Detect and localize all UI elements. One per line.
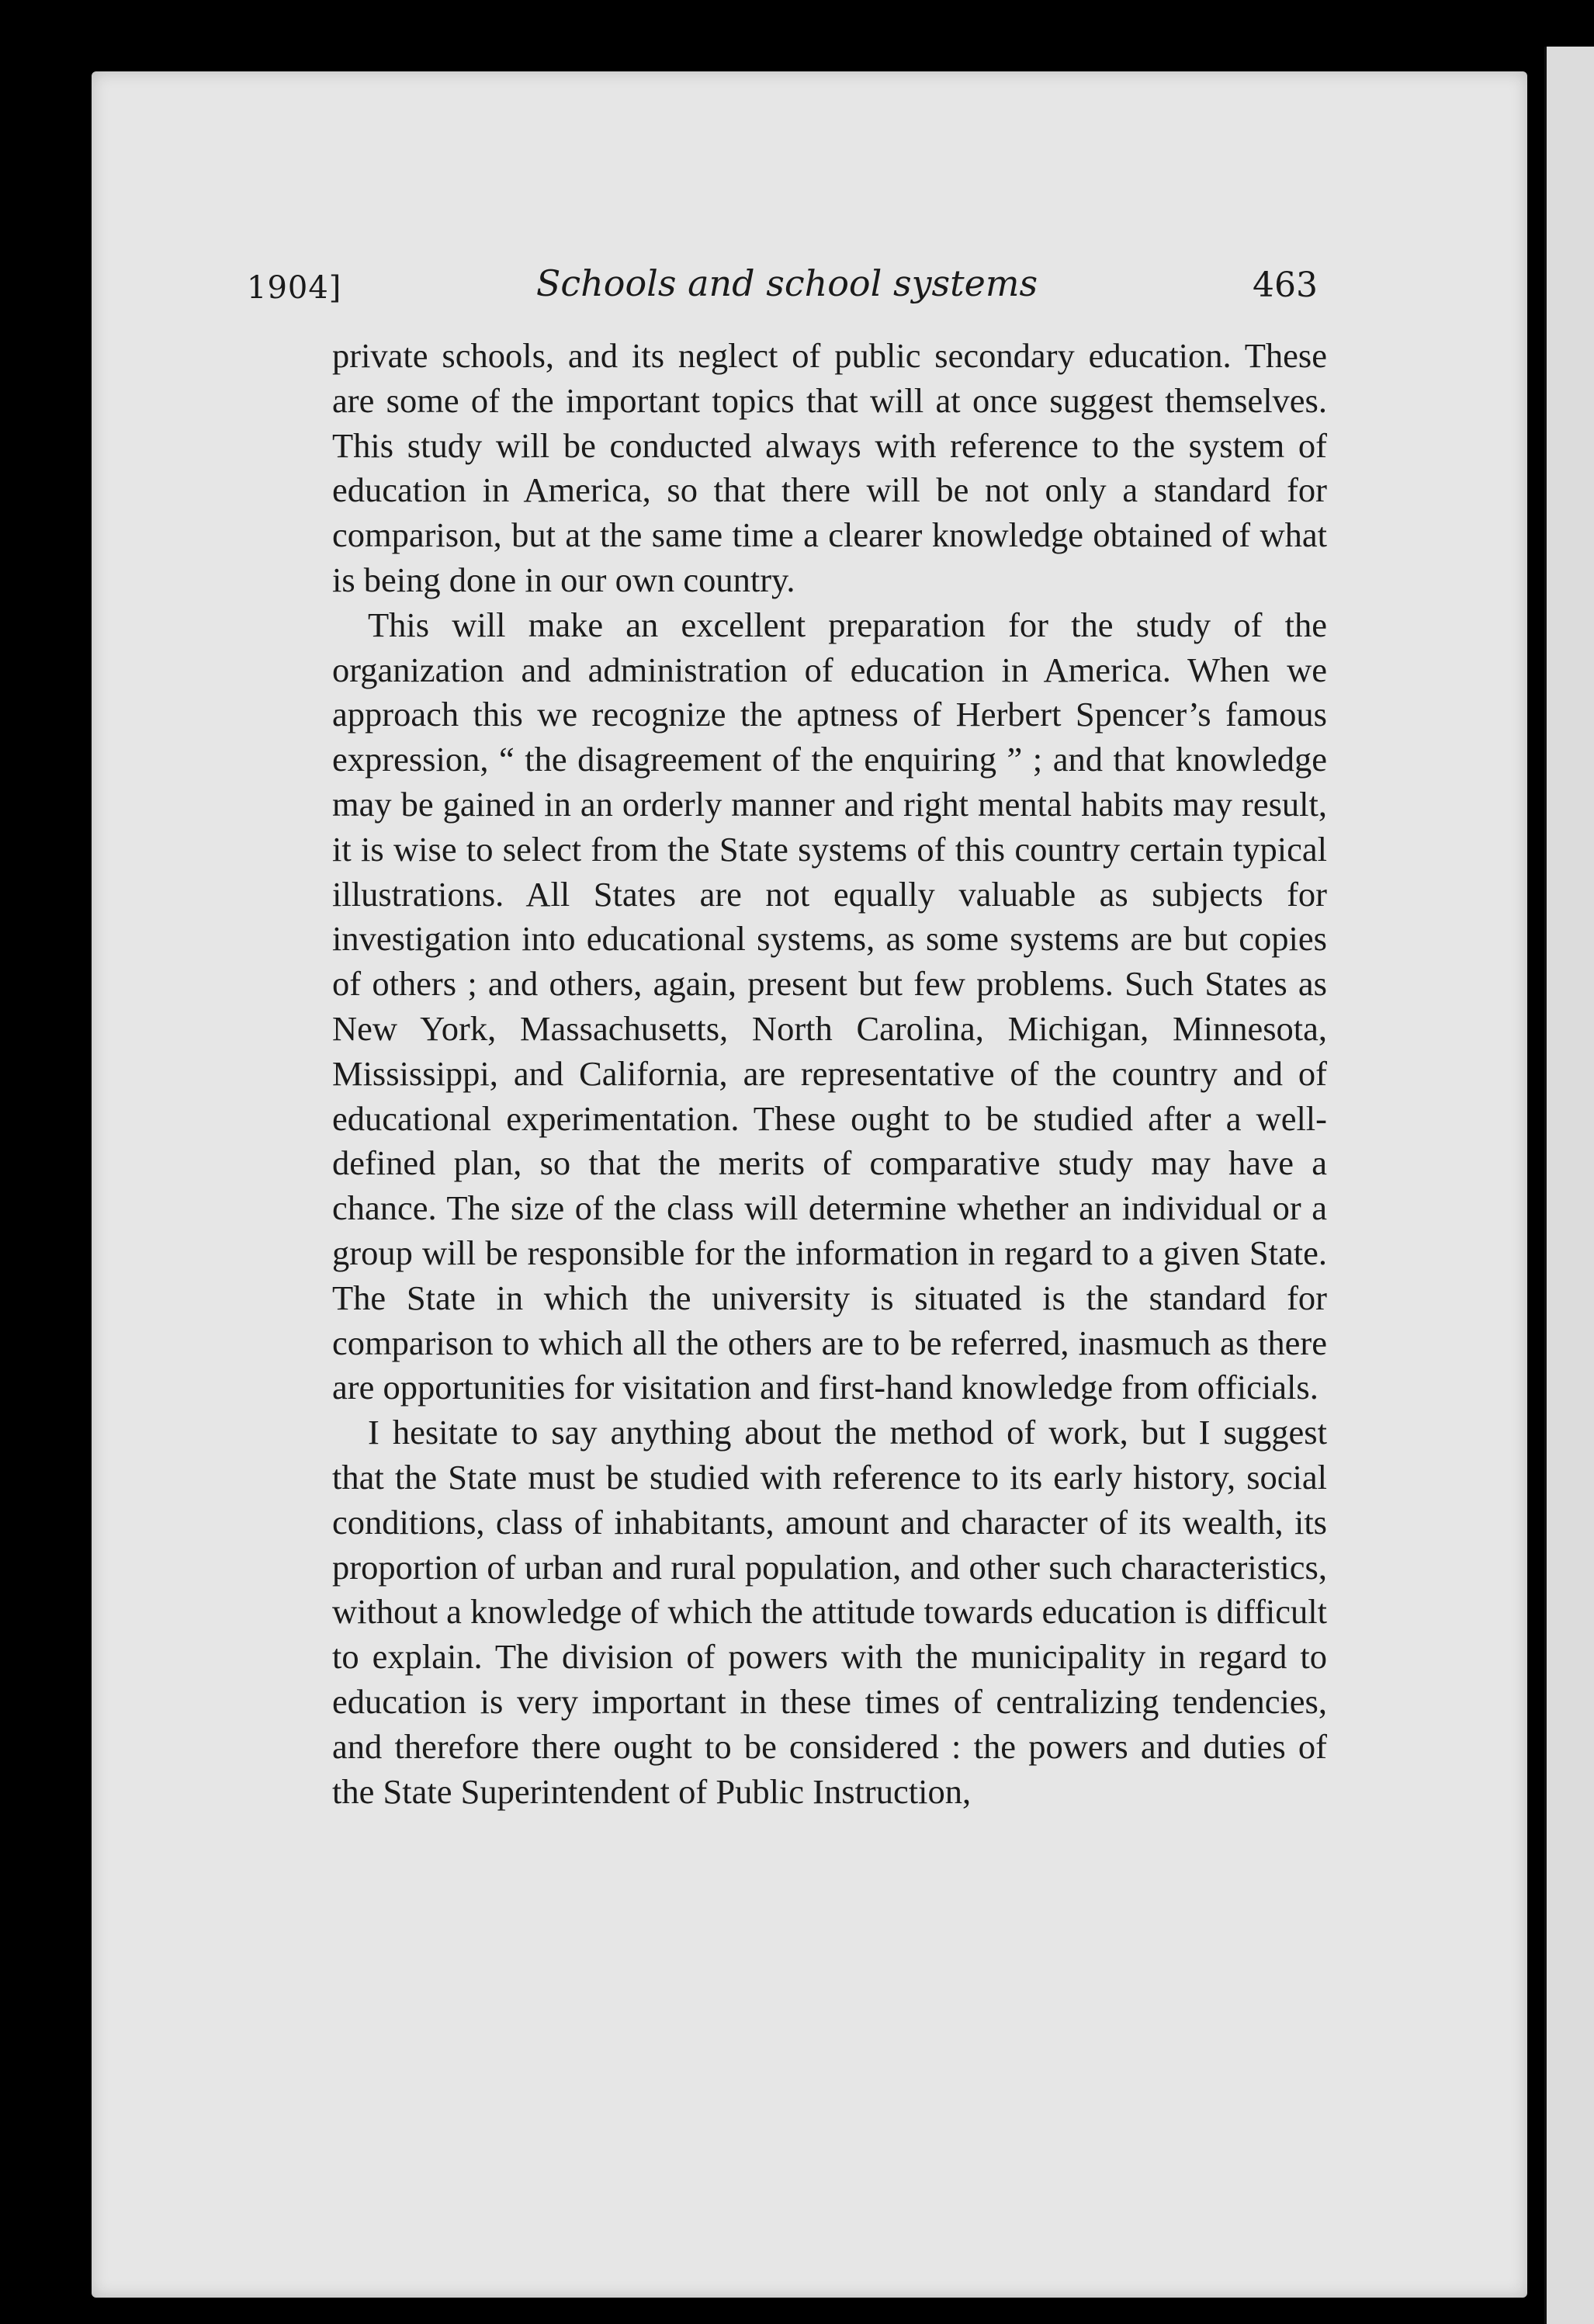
paragraph-1: private schools, and its neglect of public secondary education. These are some of the important topics that will at once suggest themselves. This study will be conducted always with reference to the system of education in America, so that there will be not only a standard for comparison, but at the same time a clearer knowledge obtained of what is being done in our own country. bbox=[332, 336, 1327, 599]
paragraph-3: I hesitate to say anything about the method of work, but I suggest that the State must be studied with reference to its early history, social conditions, class of inhabitants, amount and character of its wealth, its proportion of urban and rural population, and other such characteristics, without a knowledge of which the attitude towards education is difficult to explain. The division of powers with the municipality in regard to education is very important in these times of centralizing tendencies, and therefore there ought to be considered : the powers and duties of the State Superintendent of Public Instruction, bbox=[332, 1413, 1327, 1811]
running-title: Schools and school systems bbox=[535, 262, 1038, 304]
paragraph-2: This will make an excellent preparation for the study of the organization and administration of education in America. When we approach this we recognize the aptness of Herbert Spencer’s famous expression, “ the disagreement of the enquiring ” ; and that knowledge may be gained in an orderly manner and right mental habits may result, it is wise to select from the State systems of this country certain typical illustrations. All States are not equally valuable as subjects for investigation into educational systems, as some systems are but copies of others ; and others, again, present but few problems. Such States as New York, Massachusetts, North Carolina, Michigan, Minnesota, Mississippi, and California, are representative of the country and of educational experimentation. These ought to be studied after a well-defined plan, so that the merits of comparative study may have a chance. The size of the class will determine whether an individual or a group will be responsible for the information in regard to a given State. The State in which the university is situated is the standard for comparison to which all the others are to be referred, inasmuch as there are opportunities for visitation and first-hand knowledge from officials. bbox=[332, 605, 1327, 1407]
header-year: 1904] bbox=[247, 270, 342, 306]
body-text bbox=[332, 334, 1327, 1814]
adjacent-page-edge bbox=[1544, 47, 1594, 2324]
running-header bbox=[247, 262, 1327, 317]
page-gutter-line bbox=[1544, 47, 1547, 2324]
page-number: 463 bbox=[1253, 265, 1318, 305]
